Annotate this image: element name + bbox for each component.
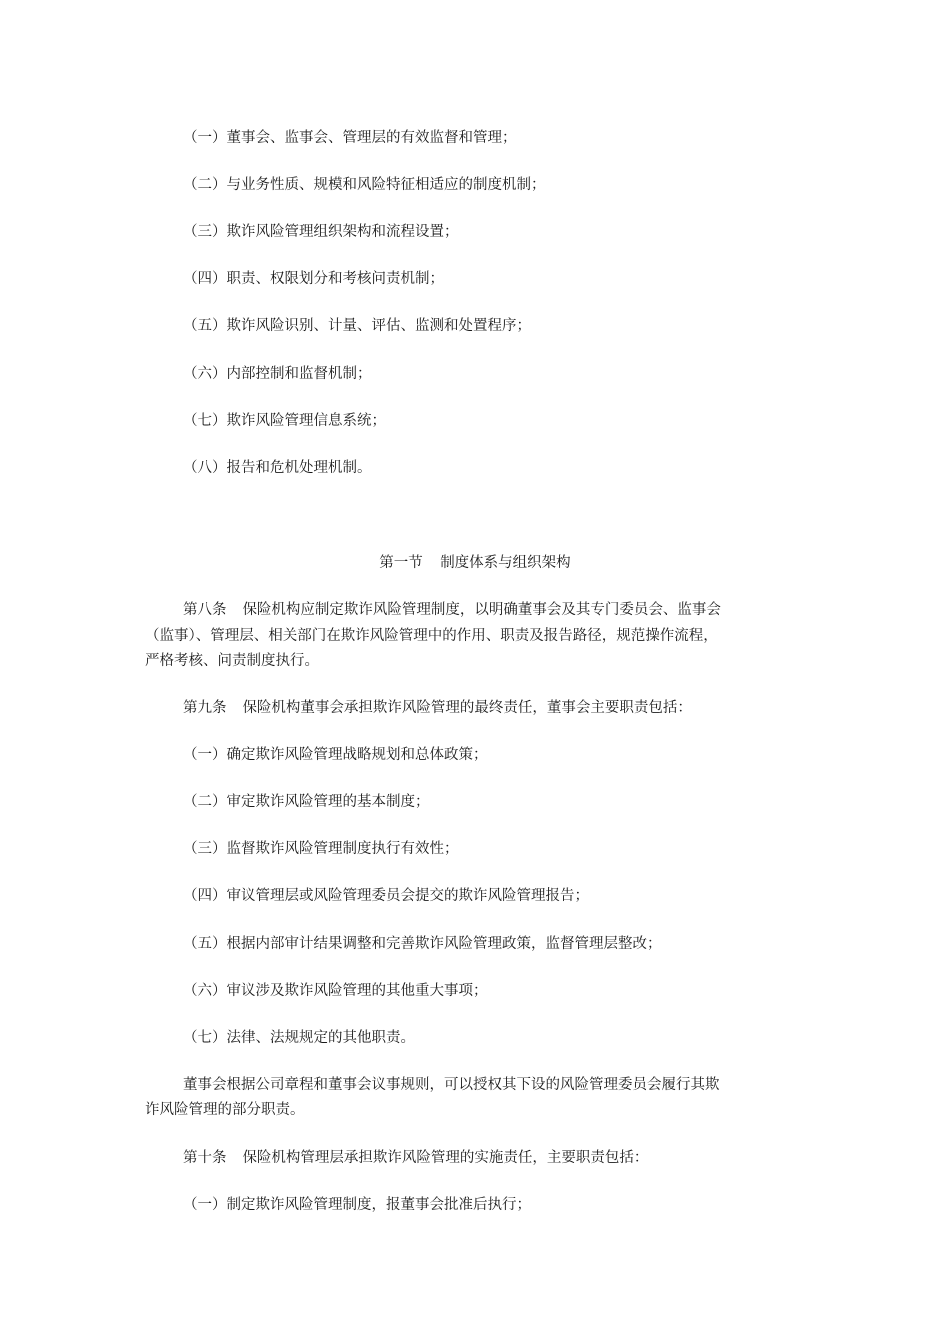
list-item: （五）欺诈风险识别、计量、评估、监测和处置程序； — [183, 318, 531, 334]
list-item: （七）欺诈风险管理信息系统； — [183, 413, 386, 429]
article-label: 第八条 — [183, 602, 227, 618]
article-text: 保险机构董事会承担欺诈风险管理的最终责任，董事会主要职责包括： — [242, 700, 692, 716]
list-item: （一）董事会、监事会、管理层的有效监督和管理； — [183, 130, 517, 146]
list-item: （八）报告和危机处理机制。 — [183, 460, 372, 476]
list-item: （四）职责、权限划分和考核问责机制； — [183, 271, 444, 287]
list-item: （五）根据内部审计结果调整和完善欺诈风险管理政策，监督管理层整改； — [183, 936, 662, 952]
list-item: （二）与业务性质、规模和风险特征相适应的制度机制； — [183, 177, 546, 193]
article-9-intro — [183, 698, 692, 718]
list-item: （一）确定欺诈风险管理战略规划和总体政策； — [183, 747, 488, 763]
list-item: （二）审定欺诈风险管理的基本制度； — [183, 794, 430, 810]
article-text: 保险机构管理层承担欺诈风险管理的实施责任，主要职责包括： — [242, 1150, 649, 1166]
list-item: （一）制定欺诈风险管理制度，报董事会批准后执行； — [183, 1197, 531, 1213]
article-label: 第十条 — [183, 1150, 227, 1166]
article-text: 保险机构应制定欺诈风险管理制度，以明确董事会及其专门委员会、监事会 — [242, 602, 721, 618]
article-label: 第九条 — [183, 700, 227, 716]
list-item: （六）审议涉及欺诈风险管理的其他重大事项； — [183, 983, 488, 999]
list-item: （四）审议管理层或风险管理委员会提交的欺诈风险管理报告； — [183, 888, 589, 904]
section-title-text: 制度体系与组织架构 — [440, 555, 571, 571]
section-heading — [0, 553, 950, 573]
article-8-line-2: （监事）、管理层、相关部门在欺诈风险管理中的作用、职责及报告路径，规范操作流程， — [145, 628, 718, 644]
article-9-note-line-1: 董事会根据公司章程和董事会议事规则，可以授权其下设的风险管理委员会履行其欺 — [183, 1077, 720, 1093]
list-item: （七）法律、法规规定的其他职责。 — [183, 1030, 415, 1046]
article-10-intro — [183, 1148, 648, 1168]
list-item: （三）监督欺诈风险管理制度执行有效性； — [183, 841, 459, 857]
list-item: （六）内部控制和监督机制； — [183, 366, 372, 382]
article-8-line-3: 严格考核、问责制度执行。 — [145, 653, 319, 669]
list-item: （三）欺诈风险管理组织架构和流程设置； — [183, 224, 459, 240]
article-8-line-1 — [183, 600, 721, 620]
article-9-note-line-2: 诈风险管理的部分职责。 — [145, 1102, 305, 1118]
section-number: 第一节 — [379, 555, 423, 571]
